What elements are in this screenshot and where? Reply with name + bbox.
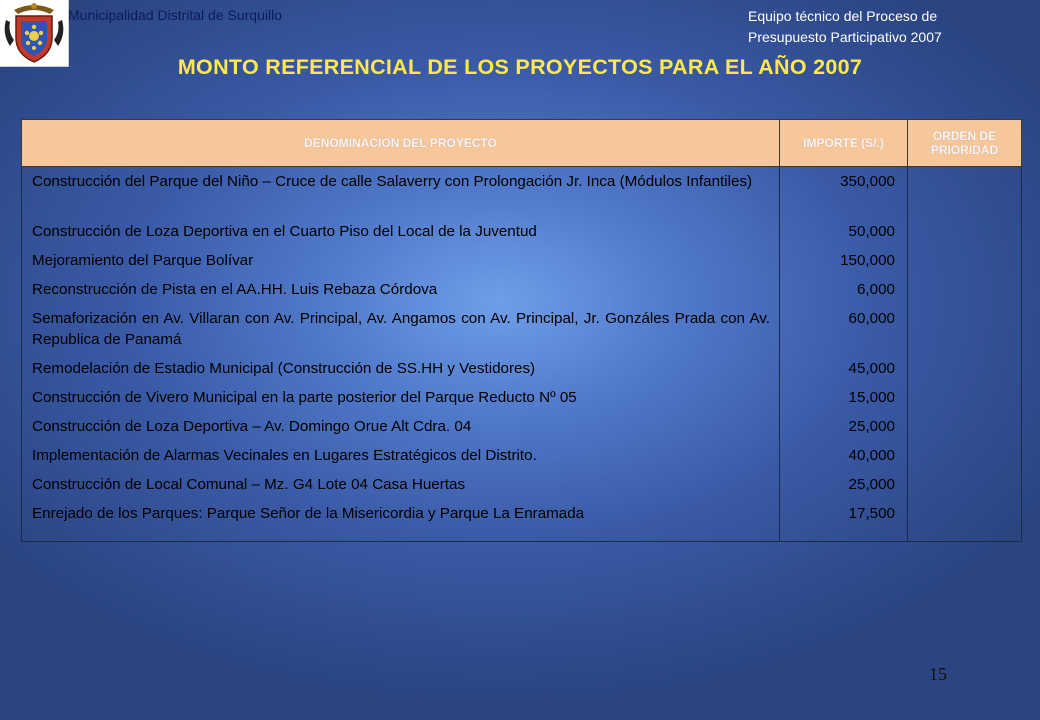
project-priority — [908, 246, 1022, 275]
table-row — [22, 499, 1022, 542]
project-amount: 150,000 — [780, 246, 908, 275]
project-amount: 60,000 — [780, 304, 908, 354]
project-priority — [908, 470, 1022, 499]
table-row — [22, 412, 1022, 441]
organization-name: Municipalidad Distrital de Surquillo — [68, 7, 282, 23]
project-priority — [908, 167, 1022, 218]
table-row — [22, 217, 1022, 246]
page-number: 15 — [929, 664, 947, 684]
table-row — [22, 441, 1022, 470]
project-priority — [908, 499, 1022, 542]
project-amount: 40,000 — [780, 441, 908, 470]
project-priority — [908, 441, 1022, 470]
project-amount: 350,000 — [780, 167, 908, 218]
project-amount: 50,000 — [780, 217, 908, 246]
project-name: Enrejado de los Parques: Parque Señor de la Misericordia y Parque La Enramada — [22, 499, 780, 542]
table-row — [22, 354, 1022, 383]
project-amount: 15,000 — [780, 383, 908, 412]
table-row — [22, 275, 1022, 304]
project-name: Construcción de Loza Deportiva – Av. Domingo Orue Alt Cdra. 04 — [22, 412, 780, 441]
project-priority — [908, 217, 1022, 246]
table-header-row — [22, 120, 1022, 167]
table-row — [22, 167, 1022, 218]
column-header-name: DENOMINACION DEL PROYECTO — [22, 120, 780, 167]
column-header-amount: IMPORTE (S/.) — [780, 120, 908, 167]
table-row — [22, 470, 1022, 499]
page-title: MONTO REFERENCIAL DE LOS PROYECTOS PARA EL AÑO 2007 — [177, 55, 863, 79]
project-priority — [908, 354, 1022, 383]
table-row — [22, 246, 1022, 275]
project-priority — [908, 412, 1022, 441]
project-name: Construcción del Parque del Niño – Cruce de calle Salaverry con Prolongación Jr. Inca (Módulos Infantiles) — [22, 167, 780, 218]
column-header-priority: ORDEN DE PRIORIDAD — [908, 120, 1022, 167]
project-amount: 17,500 — [780, 499, 908, 542]
project-name: Remodelación de Estadio Municipal (Construcción de SS.HH y Vestidores) — [22, 354, 780, 383]
project-name: Implementación de Alarmas Vecinales en Lugares Estratégicos del Distrito. — [22, 441, 780, 470]
project-name: Reconstrucción de Pista en el AA.HH. Luis Rebaza Córdova — [22, 275, 780, 304]
project-amount: 25,000 — [780, 470, 908, 499]
project-name: Semaforización en Av. Villaran con Av. Principal, Av. Angamos con Av. Principal, Jr. Gonzáles Prada con Av. Republica de Panamá — [22, 304, 780, 354]
project-name: Construcción de Loza Deportiva en el Cuarto Piso del Local de la Juventud — [22, 217, 780, 246]
project-amount: 45,000 — [780, 354, 908, 383]
project-name: Construcción de Local Comunal – Mz. G4 Lote 04 Casa Huertas — [22, 470, 780, 499]
project-priority — [908, 275, 1022, 304]
team-info — [748, 6, 942, 48]
team-line-2: Presupuesto Participativo 2007 — [748, 29, 942, 45]
table-row — [22, 304, 1022, 354]
project-priority — [908, 383, 1022, 412]
project-name: Construcción de Vivero Municipal en la parte posterior del Parque Reducto Nº 05 — [22, 383, 780, 412]
team-line-1: Equipo técnico del Proceso de — [748, 8, 938, 24]
project-priority — [908, 304, 1022, 354]
project-amount: 6,000 — [780, 275, 908, 304]
table-row — [22, 383, 1022, 412]
projects-table — [21, 119, 1022, 542]
project-name: Mejoramiento del Parque Bolívar — [22, 246, 780, 275]
project-amount: 25,000 — [780, 412, 908, 441]
